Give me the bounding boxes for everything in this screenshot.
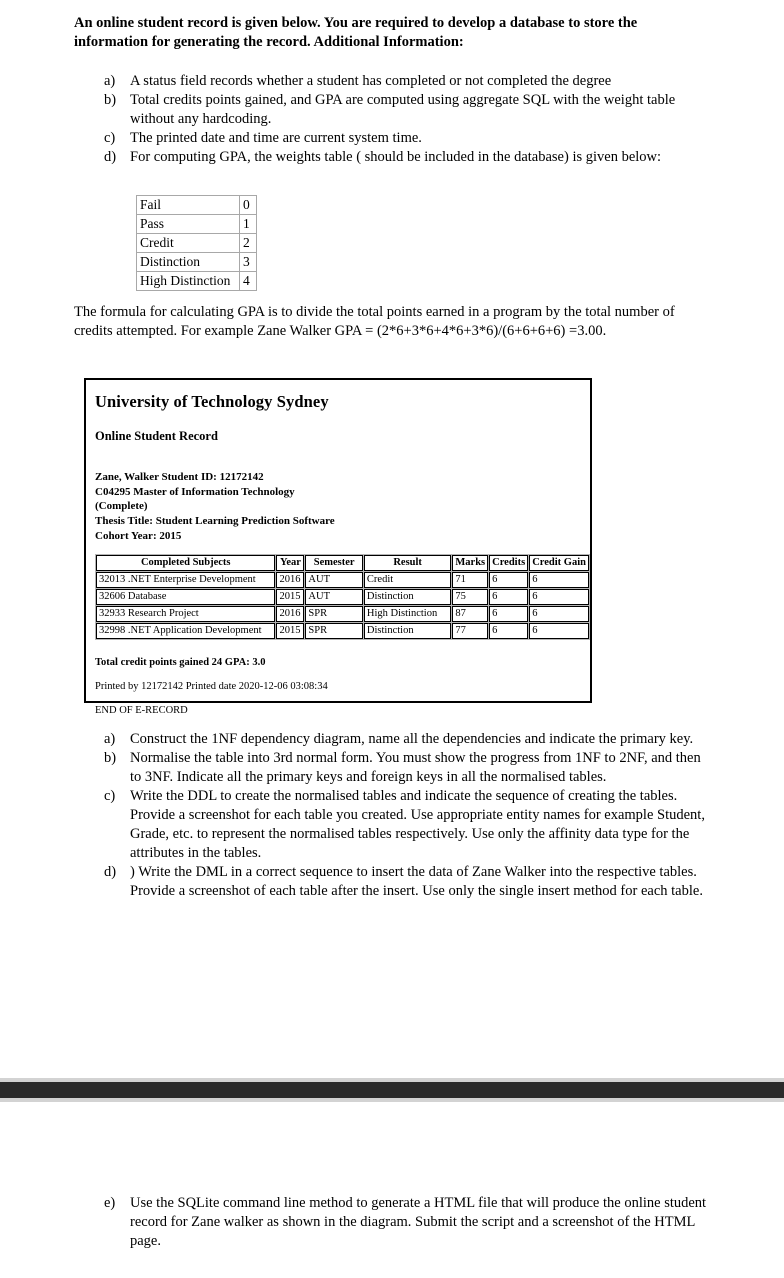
table-row xyxy=(96,589,589,605)
list-item xyxy=(104,148,712,167)
table-row xyxy=(96,623,589,639)
cell-subject: 32013 .NET Enterprise Development xyxy=(96,572,275,588)
column-header-subject: Completed Subjects xyxy=(96,555,275,571)
weight-grade: Credit xyxy=(137,234,239,252)
list-item xyxy=(104,1194,712,1251)
list-marker: d) xyxy=(104,148,117,165)
list-marker: c) xyxy=(104,787,116,804)
list-item xyxy=(104,749,712,787)
cell-credits: 6 xyxy=(489,606,528,622)
cell-credits: 6 xyxy=(489,572,528,588)
cell-result: Distinction xyxy=(364,623,451,639)
cell-marks: 77 xyxy=(452,623,488,639)
cell-credits: 6 xyxy=(489,623,528,639)
list-text: ) Write the DML in a correct sequence to insert the data of Zane Walker into the respective tables. Provide a screenshot of each table after the insert. Use only the single insert method for each table. xyxy=(130,863,703,899)
cell-year: 2016 xyxy=(276,606,304,622)
cell-marks: 75 xyxy=(452,589,488,605)
list-item xyxy=(104,863,712,901)
column-header-credit-gain: Credit Gain xyxy=(529,555,589,571)
list-item xyxy=(104,787,712,863)
column-header-year: Year xyxy=(276,555,304,571)
cell-semester: SPR xyxy=(305,623,362,639)
cell-year: 2016 xyxy=(276,572,304,588)
list-text: For computing GPA, the weights table ( should be included in the database) is given below: xyxy=(130,148,662,165)
weight-grade: Fail xyxy=(137,196,239,214)
student-name-id: Zane, Walker Student ID: 12172142 xyxy=(95,471,264,483)
student-status: (Complete) xyxy=(95,500,148,513)
list-item xyxy=(104,129,712,148)
list-marker: a) xyxy=(104,73,116,89)
weights-table-wrapper xyxy=(136,195,257,291)
list-item xyxy=(104,730,712,749)
table-row xyxy=(96,572,589,588)
end-of-record: END OF E-RECORD xyxy=(95,705,188,717)
list-text: Total credits points gained, and GPA are computed using aggregate SQL with the weight table without any hardcoding. xyxy=(130,91,676,127)
weight-value: 0 xyxy=(240,196,256,214)
weight-grade: Distinction xyxy=(137,253,239,271)
weight-value: 3 xyxy=(240,253,256,271)
cell-subject: 32933 Research Project xyxy=(96,606,275,622)
student-cohort-year: Cohort Year: 2015 xyxy=(95,529,182,542)
cell-credit-gain: 6 xyxy=(529,589,589,605)
list-item xyxy=(104,91,712,129)
list-text: The printed date and time are current system time. xyxy=(130,129,422,146)
student-identity-block xyxy=(95,470,590,543)
cell-year: 2015 xyxy=(276,623,304,639)
list-marker: a) xyxy=(104,731,116,747)
column-header-marks: Marks xyxy=(452,555,488,571)
gpa-formula-paragraph: The formula for calculating GPA is to divide the total points earned in a program by the total number of credits attempted. For example Zane Walker GPA = (2*6+3*6+4*6+3*6)/(6+6+6+6) =3.00. xyxy=(74,304,675,340)
cell-result: Credit xyxy=(364,572,451,588)
printed-info: Printed by 12172142 Printed date 2020-12-06 03:08:34 xyxy=(95,681,328,693)
table-row xyxy=(137,272,256,290)
list-marker: b) xyxy=(104,91,117,108)
list-text: Use the SQLite command line method to generate a HTML file that will produce the online student record for Zane walker as shown in the diagram. Submit the script and a screenshot of the HTML page. xyxy=(130,1195,707,1249)
table-row xyxy=(96,606,589,622)
column-header-semester: Semester xyxy=(305,555,362,571)
cell-credit-gain: 6 xyxy=(529,623,589,639)
cell-subject: 32998 .NET Application Development xyxy=(96,623,275,639)
requirements-list xyxy=(104,72,712,167)
cell-semester: AUT xyxy=(305,572,362,588)
weight-value: 1 xyxy=(240,215,256,233)
record-subtitle: Online Student Record xyxy=(95,429,218,443)
tasks-list xyxy=(104,730,712,901)
tasks-list-continued xyxy=(104,1194,712,1251)
cell-marks: 71 xyxy=(452,572,488,588)
completed-subjects-table xyxy=(95,554,590,640)
table-row xyxy=(137,196,256,214)
weight-grade: Pass xyxy=(137,215,239,233)
table-row xyxy=(137,234,256,252)
list-marker: d) xyxy=(104,863,117,880)
list-marker: b) xyxy=(104,749,117,766)
weights-table xyxy=(136,195,257,291)
cell-result: Distinction xyxy=(364,589,451,605)
student-thesis-title: Thesis Title: Student Learning Prediction Software xyxy=(95,514,335,527)
list-marker: e) xyxy=(104,1195,116,1211)
table-row xyxy=(137,215,256,233)
weight-value: 2 xyxy=(240,234,256,252)
column-header-credits: Credits xyxy=(489,555,528,571)
cell-credits: 6 xyxy=(489,589,528,605)
total-credit-points: Total credit points gained 24 GPA: 3.0 xyxy=(95,657,266,669)
intro-heading: An online student record is given below. You are required to develop a database to store the information for generating the record. Additional Information: xyxy=(74,15,638,51)
cell-credit-gain: 6 xyxy=(529,572,589,588)
cell-result: High Distinction xyxy=(364,606,451,622)
page-separator-band-fill xyxy=(0,1082,784,1098)
cell-semester: AUT xyxy=(305,589,362,605)
table-header-row xyxy=(96,555,589,571)
weight-value: 4 xyxy=(240,272,256,290)
student-record-box xyxy=(84,378,592,717)
university-title: University of Technology Sydney xyxy=(95,392,329,411)
page-separator-band xyxy=(0,1078,784,1102)
list-text: Construct the 1NF dependency diagram, name all the dependencies and indicate the primary key. xyxy=(130,731,694,747)
column-header-result: Result xyxy=(364,555,451,571)
cell-subject: 32606 Database xyxy=(96,589,275,605)
list-item xyxy=(104,72,712,91)
student-course: C04295 Master of Information Technology xyxy=(95,485,295,498)
table-row xyxy=(137,253,256,271)
cell-semester: SPR xyxy=(305,606,362,622)
list-text: Normalise the table into 3rd normal form. You must show the progress from 1NF to 2NF, and then to 3NF. Indicate all the primary keys and foreign keys in all the normalised tables. xyxy=(130,749,701,785)
list-text: Write the DDL to create the normalised tables and indicate the sequence of creating the tables. Provide a screenshot for each table you created. Use appropriate entity names for example Student, Grade, etc. to represent the normalised tables respectively. Use only the affinity data type for the attributes in the tables. xyxy=(130,787,705,861)
weight-grade: High Distinction xyxy=(137,272,239,290)
list-marker: c) xyxy=(104,129,116,146)
cell-credit-gain: 6 xyxy=(529,606,589,622)
cell-marks: 87 xyxy=(452,606,488,622)
cell-year: 2015 xyxy=(276,589,304,605)
list-text: A status field records whether a student has completed or not completed the degree xyxy=(130,73,612,89)
